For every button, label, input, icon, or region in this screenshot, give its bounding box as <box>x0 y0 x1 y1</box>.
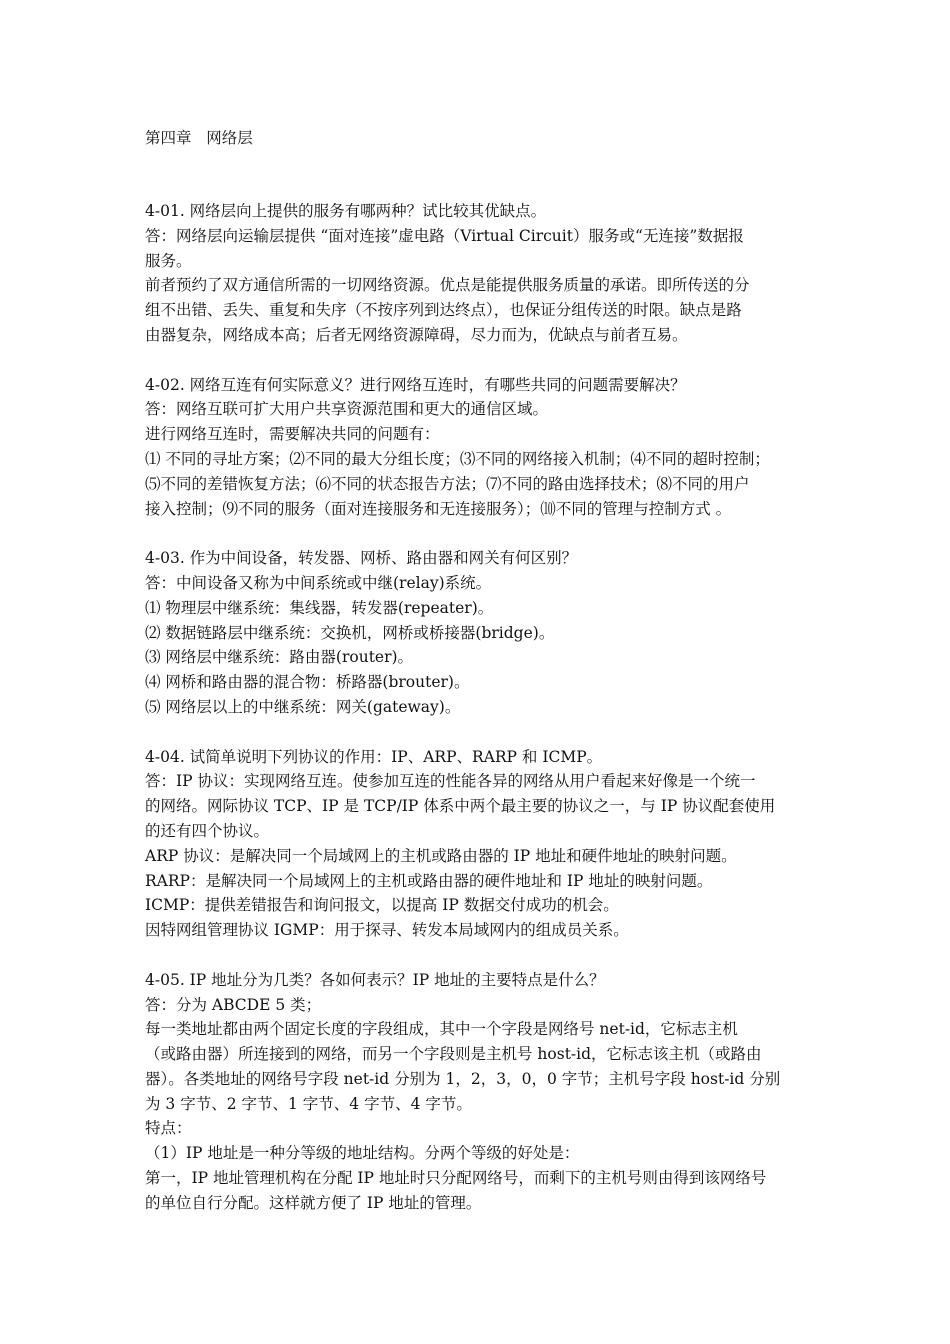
answer-line: 特点： <box>145 1119 192 1138</box>
answer-line: （或路由器）所连接到的网络，而另一个字段则是主机号 host-id，它标志该主机（或路由 <box>145 1045 762 1064</box>
answer-line: ⑸ 网络层以上的中继系统：网关(gateway)。 <box>145 697 461 716</box>
answer-line: 答：网络互联可扩大用户共享资源范围和更大的通信区域。 <box>145 400 549 419</box>
answer-line: 由器复杂，网络成本高；后者无网络资源障碍，尽力而为，优缺点与前者互易。 <box>145 325 688 344</box>
paragraph-gap <box>145 720 815 745</box>
answer-line: 的网络。网际协议 TCP、IP 是 TCP/IP 体系中两个最主要的协议之一，与 IP 协议配套使用 <box>145 797 776 816</box>
answer-line: （1）IP 地址是一种分等级的地址结构。分两个等级的好处是： <box>145 1144 580 1163</box>
answer-line: 为 3 字节、2 字节、1 字节、4 字节、4 字节。 <box>145 1094 472 1113</box>
answer-line: 前者预约了双方通信所需的一切网络资源。优点是能提供服务质量的承诺。即所传送的分 <box>145 276 750 295</box>
paragraph-gap <box>145 348 815 373</box>
answer-line: ⑴ 物理层中继系统：集线器，转发器(repeater)。 <box>145 598 494 617</box>
answer-line: ICMP：提供差错报告和询问报文，以提高 IP 数据交付成功的机会。 <box>145 896 619 915</box>
answer-line: 的还有四个协议。 <box>145 821 270 840</box>
answer-line: 服务。 <box>145 251 192 270</box>
answer-line: 第一，IP 地址管理机构在分配 IP 地址时只分配网络号，而剩下的主机号则由得到该网络号 <box>145 1169 767 1188</box>
question-4-04: 4-04. 试简单说明下列协议的作用：IP、ARP、RARP 和 ICMP。 <box>145 747 603 766</box>
answer-line: 组不出错、丢失、重复和失序（不按序列到达终点），也保证分组传送的时限。缺点是路 <box>145 301 742 320</box>
document-body <box>145 199 815 1216</box>
question-4-03: 4-03. 作为中间设备，转发器、网桥、路由器和网关有何区别？ <box>145 549 578 568</box>
question-4-05: 4-05. IP 地址分为几类？各如何表示？IP 地址的主要特点是什么？ <box>145 970 605 989</box>
paragraph-gap <box>145 943 815 968</box>
answer-line: 答：中间设备又称为中间系统或中继(relay)系统。 <box>145 573 492 592</box>
answer-line: 进行网络互连时，需要解决共同的问题有： <box>145 425 440 444</box>
answer-line: RARP：是解决同一个局域网上的主机或路由器的硬件地址和 IP 地址的映射问题。 <box>145 871 713 890</box>
paragraph-gap <box>145 521 815 546</box>
question-4-02: 4-02. 网络互连有何实际意义？进行网络互连时，有哪些共同的问题需要解决？ <box>145 375 686 394</box>
answer-line: ARP 协议：是解决同一个局域网上的主机或路由器的 IP 地址和硬件地址的映射问题。 <box>145 846 737 865</box>
answer-line: ⑴ 不同的寻址方案；⑵不同的最大分组长度；⑶不同的网络接入机制；⑷不同的超时控制； <box>145 449 770 468</box>
answer-line: 答：IP 协议：实现网络互连。使参加互连的性能各异的网络从用户看起来好像是一个统一 <box>145 772 756 791</box>
answer-line: ⑵ 数据链路层中继系统：交换机，网桥或桥接器(bridge)。 <box>145 623 555 642</box>
answer-line: ⑸不同的差错恢复方法；⑹不同的状态报告方法；⑺不同的路由选择技术；⑻不同的用户 <box>145 474 750 493</box>
chapter-title: 第四章 网络层 <box>145 129 253 147</box>
answer-line: 因特网组管理协议 IGMP：用于探寻、转发本局域网内的组成员关系。 <box>145 921 629 940</box>
answer-line: 的单位自行分配。这样就方便了 IP 地址的管理。 <box>145 1193 482 1212</box>
answer-line: 答：分为 ABCDE 5 类； <box>145 995 322 1014</box>
answer-line: 器）。各类地址的网络号字段 net-id 分别为 1，2，3，0，0 字节；主机号字段 host-id 分别 <box>145 1069 781 1088</box>
answer-line: 每一类地址都由两个固定长度的字段组成，其中一个字段是网络号 net-id，它标志主机 <box>145 1020 738 1039</box>
question-4-01: 4-01. 网络层向上提供的服务有哪两种？试比较其优缺点。 <box>145 202 547 220</box>
answer-line: ⑶ 网络层中继系统：路由器(router)。 <box>145 648 414 667</box>
answer-line: 接入控制；⑼不同的服务（面对连接服务和无连接服务）；⑽不同的管理与控制方式 。 <box>145 499 732 518</box>
answer-line: 答：网络层向运输层提供 “面对连接”虚电路（Virtual Circuit）服务或“无连接”数据报 <box>145 226 744 245</box>
answer-line: ⑷ 网桥和路由器的混合物：桥路器(brouter)。 <box>145 673 470 692</box>
